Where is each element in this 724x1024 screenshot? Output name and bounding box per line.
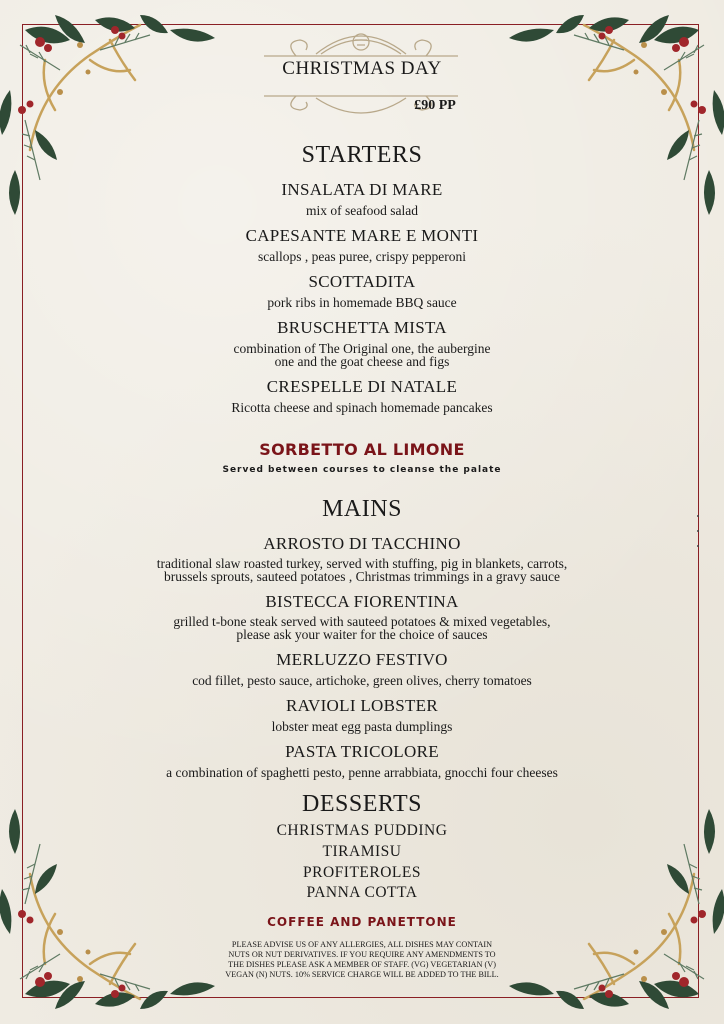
dish-name: PASTA TRICOLORE [285,742,439,761]
dish-description: scallops , peas puree, crispy pepperoni [257,249,467,264]
section-heading-desserts: DESSERTS [302,791,422,817]
footnote-line: THE DISHES PLEASE ASK A MEMBER OF STAFF. (VG) VEGETARIAN (V) [228,960,496,969]
dessert-item: TIRAMISU [322,843,402,860]
section-heading-mains: MAINS [322,496,402,522]
dish-description-line: grilled t-bone steak served with sauteed potatoes & mixed vegetables, [173,614,551,629]
sorbetto-subtitle: Served between courses to cleanse the palate [222,465,502,475]
coffee-and-panettone: COFFEE AND PANETTONE [267,915,457,929]
dish-description-line: one and the goat cheese and figs [274,354,450,369]
dish-description: mix of seafood salad [305,203,419,218]
footnote-line: VEGAN (N) NUTS. 10% SERVICE CHARGE WILL BE ADDED TO THE BILL. [225,970,499,979]
allergy-footnote [200,940,524,980]
sorbetto-title: SORBETTO AL LIMONE [259,440,465,459]
dish-description-line: traditional slaw roasted turkey, served with stuffing, pig in blankets, carrots, [156,556,568,571]
dish-name: BRUSCHETTA MISTA [277,318,447,337]
dessert-item: CHRISTMAS PUDDING [276,822,448,839]
dish-name: CAPESANTE MARE E MONTI [245,226,479,245]
dish-description-line: please ask your waiter for the choice of sauces [236,627,488,642]
dish-name: SCOTTADITA [308,272,416,291]
dessert-item: PROFITEROLES [303,864,421,881]
footnote-line: PLEASE ADVISE US OF ANY ALLERGIES, ALL DISHES MAY CONTAIN [231,940,493,949]
divider-dot [697,530,699,532]
section-heading-starters: STARTERS [301,142,423,168]
dish-description-line: brussels sprouts, sauteed potatoes , Christmas trimmings in a gravy sauce [164,569,560,584]
dish-description: pork ribs in homemade BBQ sauce [267,295,457,310]
dish-name: ARROSTO DI TACCHINO [263,534,461,553]
dish-name: RAVIOLI LOBSTER [286,696,438,715]
dish-description: a combination of spaghetti pesto, penne arrabbiata, gnocchi four cheeses [166,765,558,780]
dessert-item: PANNA COTTA [306,884,418,901]
dish-description: cod fillet, pesto sauce, artichoke, green olives, cherry tomatoes [192,673,532,688]
dish-description: Ricotta cheese and spinach homemade pancakes [231,400,493,415]
dish-description: lobster meat egg pasta dumplings [271,719,453,734]
footnote-line: NUTS OR NUT DERIVATIVES. IF YOU REQUIRE ANY AMENDMENTS TO [228,950,496,959]
menu-title: CHRISTMAS DAY [282,58,442,79]
dish-name: BISTECCA FIORENTINA [265,592,459,611]
dish-name: INSALATA DI MARE [281,180,443,199]
dish-name: MERLUZZO FESTIVO [276,650,448,669]
menu-price: £90 PP [414,98,456,113]
dish-name: CRESPELLE DI NATALE [266,377,458,396]
dish-description-line: combination of The Original one, the aubergine [233,341,491,356]
